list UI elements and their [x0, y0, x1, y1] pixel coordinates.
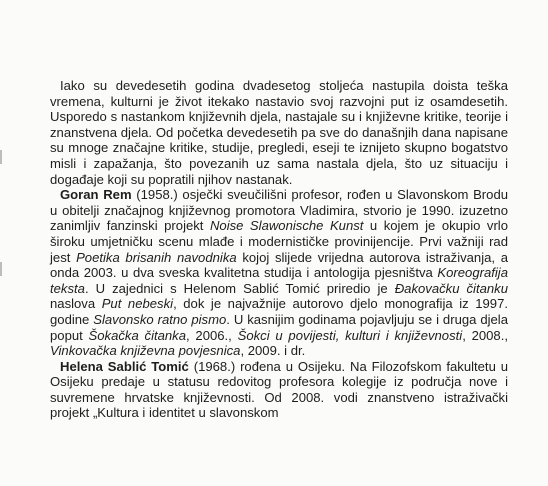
paragraph-intro — [50, 78, 508, 187]
text-segment: (1968.) rođena u Osijeku. Na Filozofskom fakultetu u Osijeku predaje u statusu redovitog profesora kolegije iz područja nove i suvremene hrvatske književnosti. Od 2008. vodi znanstveno istraživački projekt „Kultura i identitet u slavonskom — [50, 358, 509, 421]
work-title: Đakovačku čitanku — [394, 280, 508, 296]
author-name: Goran Rem — [60, 187, 132, 203]
text-segment: , 2008., — [462, 327, 508, 343]
text-segment: (1958.) osječki sveučilišni profesor, rođen u Slavonskom Brodu u obitelji značajnog književnog promotora Vladimira, stvorio je 1990. izuzetno zanimljiv fanzinski projekt — [50, 187, 509, 234]
text-segment: , dok je najvažnije autorovo djelo monografija iz 1997. godine — [50, 296, 508, 327]
text-segment: Iako su devedesetih godina dvadesetog stoljeća nastupila doista teška vremena, kulturni je život itekako nastavio svoj razvojni put iz osamdesetih. Usporedo s nastankom književnih djela, nastajale su i književne kritike, teorije i znanstvena djela. Od početka devedesetih pa sve do današnjih dana napisane su mnoge značajne kritike, studije, pregledi, eseji te iznijeto skupno bogatstvo misli i zapažanja, što povezanih uz sama nastala djela, što uz situaciju i događaje koji su popratili njihov nastanak. — [50, 78, 508, 187]
work-title: Vinkovačka književna povjesnica — [50, 343, 241, 359]
work-title: Koreografija teksta — [50, 265, 508, 296]
text-segment: kojoj slijede vrijedna autorova istraživanja, a onda 2003. u dva sveska kvalitetna studija i antologija pjesništva — [50, 249, 509, 281]
text-segment: , 2006., — [186, 327, 238, 343]
work-title: Poetika brisanih navodnika — [76, 249, 237, 265]
work-title: Noise Slawonische Kunst — [209, 218, 364, 234]
scan-edge-mark — [0, 150, 2, 164]
text-segment: . U kasnijim godinama pojavljuju se i druga djela poput — [50, 311, 509, 343]
text-segment: naslova — [50, 296, 102, 312]
work-title: Put nebeski — [101, 296, 174, 312]
work-title: Šokačka čitanka — [88, 327, 187, 343]
text-segment: u kojem je okupio vrlo široku umjetničku scenu mlađe i modernističke provinijencije. Prvi važniji rad jest — [50, 218, 508, 265]
author-name: Helena Sablić Tomić — [60, 358, 189, 374]
work-title: Šokci u povijesti, kulturi i književnosti — [237, 327, 463, 343]
text-segment: . U zajednici s Helenom Sablić Tomić priredio je — [84, 280, 395, 296]
body-text-column — [50, 78, 508, 421]
paragraph-goran-rem — [50, 187, 508, 359]
scan-edge-mark — [0, 262, 2, 276]
paragraph-helena-sablic-tomic — [50, 359, 508, 421]
text-segment: , 2009. i dr. — [240, 343, 306, 359]
work-title: Slavonsko ratno pismo — [93, 311, 227, 327]
